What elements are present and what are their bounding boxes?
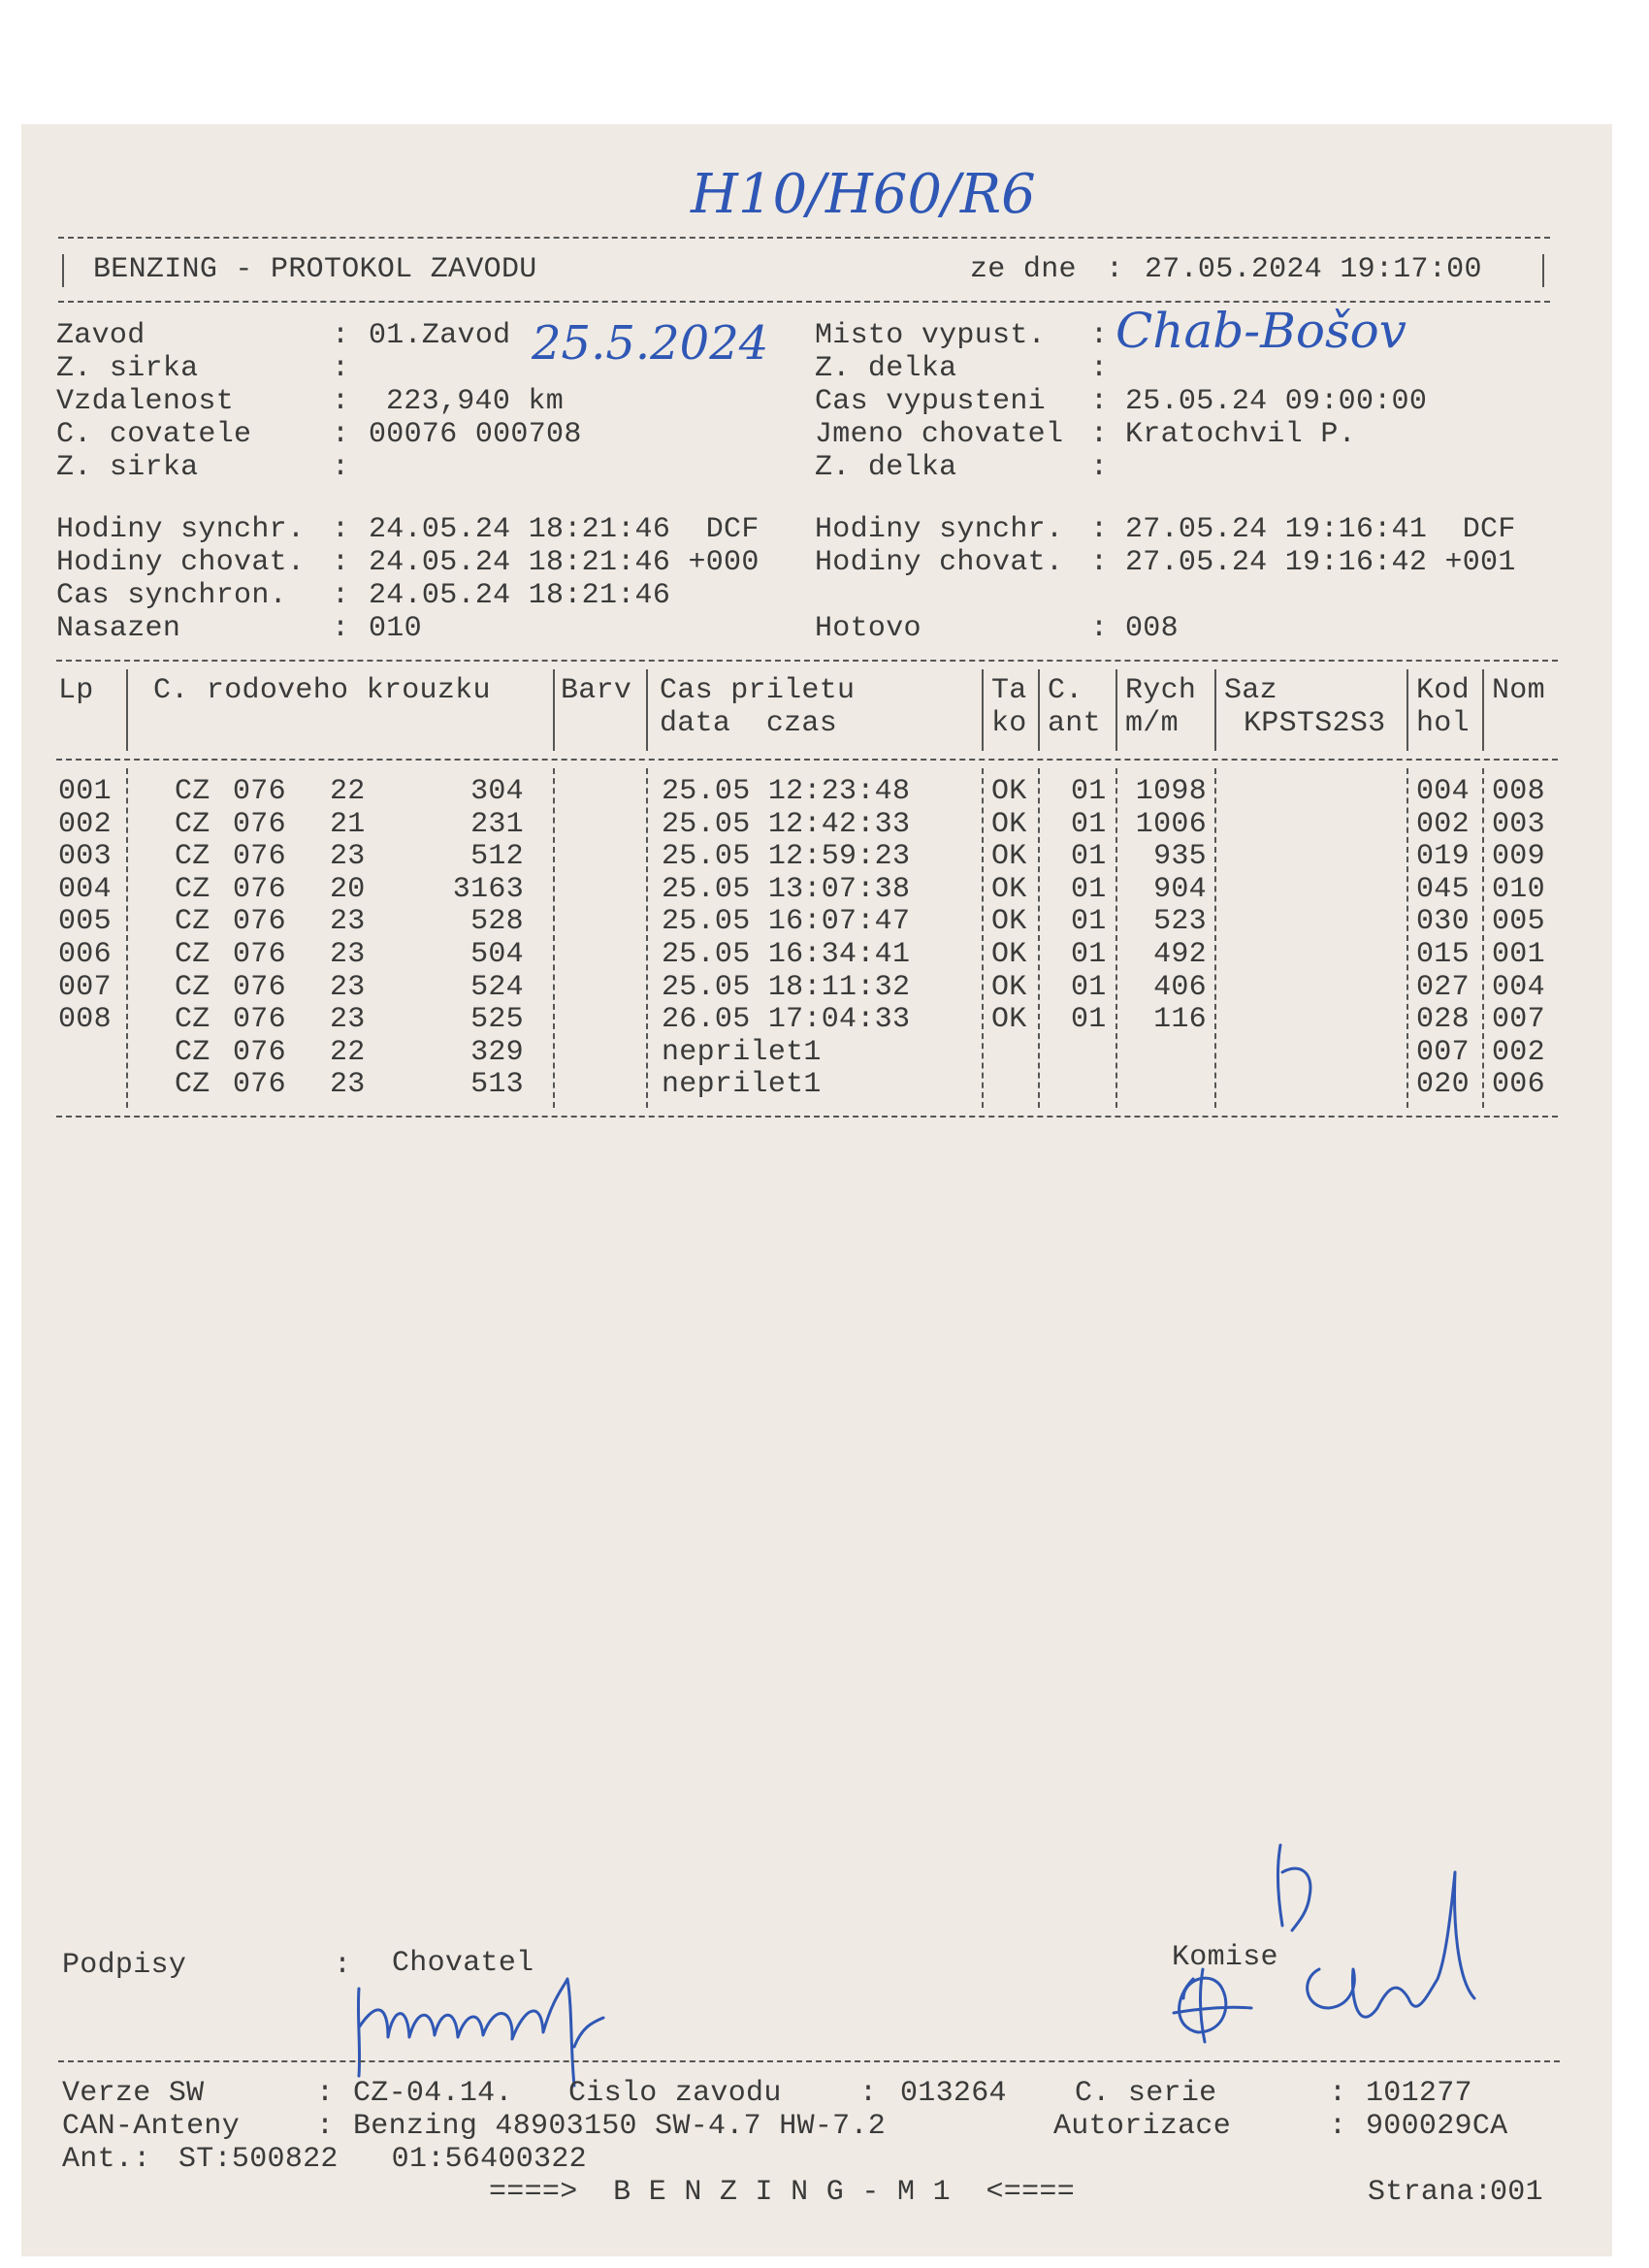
- col-header-kod-1: Kod: [1416, 674, 1470, 707]
- zdelka2-label: Z. delka: [815, 451, 957, 484]
- row-status: OK: [991, 905, 1027, 939]
- header-border-right: [1542, 254, 1544, 287]
- row-org-code: 076: [233, 970, 286, 1004]
- row-arrival-time: 25.05 16:34:41: [662, 938, 911, 971]
- zavod-value: 01.Zavod: [369, 319, 511, 352]
- colon: :: [1090, 385, 1109, 418]
- autorizace-label: Autorizace: [1053, 2110, 1232, 2143]
- ant-value: ST:500822 01:56400322: [178, 2143, 587, 2176]
- row-nom: 002: [1492, 1035, 1545, 1069]
- row-status: OK: [991, 807, 1027, 841]
- handwritten-code: H10/H60/R6: [691, 163, 1036, 226]
- row-status: OK: [991, 938, 1027, 971]
- row-nom: 003: [1492, 807, 1545, 841]
- row-country: CZ: [175, 1003, 210, 1037]
- colon: :: [1090, 451, 1109, 484]
- column-separator-body: [1038, 768, 1040, 1108]
- row-arrival-time: 25.05 12:59:23: [662, 840, 911, 874]
- vzdalenost-label: Vzdalenost: [56, 385, 235, 418]
- row-kod-hol: 007: [1416, 1035, 1470, 1069]
- hodiny-chovat-left-label: Hodiny chovat.: [56, 546, 306, 579]
- colon: :: [332, 579, 350, 612]
- zsirka2-label: Z. sirka: [56, 451, 199, 484]
- colon: :: [332, 451, 350, 484]
- jmeno-value: Kratochvil P.: [1125, 418, 1356, 451]
- table-rule-top: [56, 660, 1558, 662]
- row-nom: 009: [1492, 840, 1545, 874]
- zsirka-label: Z. sirka: [56, 352, 199, 385]
- row-org-code: 076: [233, 840, 286, 874]
- handwritten-release-place: Chab-Bošov: [1116, 303, 1407, 359]
- row-country: CZ: [175, 1068, 210, 1102]
- colon: :: [332, 612, 350, 645]
- covatele-value: 00076 000708: [369, 418, 582, 451]
- row-kod-hol: 019: [1416, 840, 1470, 874]
- row-ring-number: 3163: [452, 872, 524, 906]
- row-antenna: 01: [1071, 905, 1107, 939]
- row-arrival-time: neprilet1: [662, 1068, 822, 1102]
- row-speed: 1006: [1135, 807, 1207, 841]
- row-lp: 008: [58, 1003, 112, 1037]
- row-ring-number: 524: [470, 970, 524, 1004]
- hodiny-chovat-right-label: Hodiny chovat.: [815, 546, 1064, 579]
- row-ring-number: 512: [470, 840, 524, 874]
- row-ring-number: 504: [470, 938, 524, 971]
- colon: :: [1090, 352, 1109, 385]
- ant-label: Ant.:: [62, 2143, 151, 2176]
- date-label: ze dne: [970, 253, 1077, 286]
- row-kod-hol: 027: [1416, 970, 1470, 1004]
- column-separator-header: [126, 669, 128, 751]
- row-arrival-time: neprilet1: [662, 1035, 822, 1069]
- column-separator-header: [1116, 669, 1117, 751]
- row-antenna: 01: [1071, 872, 1107, 906]
- row-antenna: 01: [1071, 1003, 1107, 1037]
- misto-label: Misto vypust.: [815, 319, 1046, 352]
- cas-synchron-label: Cas synchron.: [56, 579, 287, 612]
- row-ring-number: 329: [470, 1035, 524, 1069]
- row-country: CZ: [175, 905, 210, 939]
- row-lp: 005: [58, 905, 112, 939]
- col-header-ring: C. rodoveho krouzku: [153, 674, 491, 707]
- row-arrival-time: 26.05 17:04:33: [662, 1003, 911, 1037]
- row-kod-hol: 015: [1416, 938, 1470, 971]
- row-antenna: 01: [1071, 807, 1107, 841]
- hodiny-synchr-right-value: 27.05.24 19:16:41 DCF: [1125, 513, 1516, 546]
- colon: :: [1090, 319, 1109, 352]
- cislo-value: 013264: [900, 2077, 1007, 2110]
- benzing-banner: ====> B E N Z I N G - M 1 <====: [489, 2176, 1075, 2209]
- row-arrival-time: 25.05 18:11:32: [662, 970, 911, 1004]
- strana-label: Strana:: [1368, 2176, 1493, 2209]
- table-rule-bottom: [56, 1116, 1558, 1118]
- row-org-code: 076: [233, 1035, 286, 1069]
- zavod-label: Zavod: [56, 319, 146, 352]
- column-separator-body: [1116, 768, 1117, 1108]
- table-rule-header: [56, 759, 1558, 761]
- column-separator-header: [1482, 669, 1484, 751]
- row-year: 23: [330, 1068, 366, 1102]
- autorizace-value: 900029CA: [1366, 2110, 1508, 2143]
- column-separator-body: [1214, 768, 1216, 1108]
- row-status: OK: [991, 1003, 1027, 1037]
- row-ring-number: 528: [470, 905, 524, 939]
- row-kod-hol: 045: [1416, 872, 1470, 906]
- col-header-cas-2: data czas: [660, 707, 838, 740]
- row-org-code: 076: [233, 1068, 286, 1102]
- row-year: 23: [330, 970, 366, 1004]
- serie-label: C. serie: [1075, 2077, 1217, 2110]
- row-nom: 008: [1492, 775, 1545, 808]
- col-header-tako-1: Ta: [991, 674, 1027, 707]
- row-nom: 005: [1492, 905, 1545, 939]
- colon: :: [332, 352, 350, 385]
- colon: :: [316, 2077, 335, 2110]
- row-speed: 116: [1153, 1003, 1207, 1037]
- colon: :: [332, 513, 350, 546]
- row-nom: 007: [1492, 1003, 1545, 1037]
- colon: :: [1329, 2110, 1347, 2143]
- hotovo-value: 008: [1125, 612, 1179, 645]
- colon: :: [332, 319, 350, 352]
- row-ring-number: 304: [470, 775, 524, 808]
- strana-value: 001: [1490, 2176, 1543, 2209]
- row-lp: 001: [58, 775, 112, 808]
- col-header-tako-2: ko: [991, 707, 1027, 740]
- row-country: CZ: [175, 938, 210, 971]
- komise-label: Komise: [1172, 1941, 1278, 1974]
- footer-separator: [58, 2060, 1560, 2062]
- row-arrival-time: 25.05 13:07:38: [662, 872, 911, 906]
- row-antenna: 01: [1071, 938, 1107, 971]
- hodiny-synchr-right-label: Hodiny synchr.: [815, 513, 1064, 546]
- colon: :: [859, 2077, 878, 2110]
- col-header-saz-1: Saz: [1224, 674, 1277, 707]
- column-separator-body: [553, 768, 555, 1108]
- colon: :: [332, 418, 350, 451]
- col-header-rych-1: Rych: [1125, 674, 1197, 707]
- row-nom: 004: [1492, 970, 1545, 1004]
- row-year: 23: [330, 938, 366, 971]
- colon: :: [1090, 546, 1109, 579]
- chovatel-label: Chovatel: [392, 1947, 534, 1980]
- cas-vypusteni-value: 25.05.24 09:00:00: [1125, 385, 1428, 418]
- row-speed: 904: [1153, 872, 1207, 906]
- row-org-code: 076: [233, 807, 286, 841]
- row-lp: 002: [58, 807, 112, 841]
- col-header-cant-2: ant: [1048, 707, 1101, 740]
- row-year: 23: [330, 840, 366, 874]
- row-kod-hol: 002: [1416, 807, 1470, 841]
- row-status: OK: [991, 970, 1027, 1004]
- column-separator-body: [982, 768, 984, 1108]
- column-separator-header: [553, 669, 555, 751]
- colon: :: [1090, 612, 1109, 645]
- row-lp: 004: [58, 872, 112, 906]
- colon: :: [1329, 2077, 1347, 2110]
- row-nom: 001: [1492, 938, 1545, 971]
- protocol-title: BENZING - PROTOKOL ZAVODU: [93, 253, 537, 286]
- row-speed: 935: [1153, 840, 1207, 874]
- row-kod-hol: 030: [1416, 905, 1470, 939]
- row-ring-number: 513: [470, 1068, 524, 1102]
- hodiny-chovat-left-value: 24.05.24 18:21:46 +000: [369, 546, 760, 579]
- row-status: OK: [991, 872, 1027, 906]
- vzdalenost-value: 223,940 km: [386, 385, 565, 418]
- row-country: CZ: [175, 1035, 210, 1069]
- column-separator-body: [1482, 768, 1484, 1108]
- row-year: 23: [330, 905, 366, 939]
- row-antenna: 01: [1071, 970, 1107, 1004]
- header-border-left: [62, 254, 64, 287]
- col-header-kod-2: hol: [1416, 707, 1470, 740]
- column-separator-body: [1406, 768, 1408, 1108]
- col-header-lp: Lp: [58, 674, 94, 707]
- column-separator-header: [982, 669, 984, 751]
- col-header-nom: Nom: [1492, 674, 1545, 707]
- hodiny-synchr-left-label: Hodiny synchr.: [56, 513, 306, 546]
- can-value: Benzing 48903150 SW-4.7 HW-7.2: [353, 2110, 887, 2143]
- colon: :: [1090, 513, 1109, 546]
- row-arrival-time: 25.05 12:42:33: [662, 807, 911, 841]
- row-nom: 006: [1492, 1068, 1545, 1102]
- colon: :: [332, 546, 350, 579]
- row-kod-hol: 004: [1416, 775, 1470, 808]
- row-antenna: 01: [1071, 840, 1107, 874]
- serie-value: 101277: [1366, 2077, 1472, 2110]
- column-separator-header: [1214, 669, 1216, 751]
- podpisy-label: Podpisy: [62, 1949, 187, 1982]
- row-lp: 007: [58, 970, 112, 1004]
- row-arrival-time: 25.05 16:07:47: [662, 905, 911, 939]
- nasazen-value: 010: [369, 612, 422, 645]
- commission-signature: [1154, 1833, 1523, 2047]
- header-border-top: [58, 237, 1550, 239]
- row-year: 21: [330, 807, 366, 841]
- row-lp: 003: [58, 840, 112, 874]
- row-year: 22: [330, 775, 366, 808]
- covatele-label: C. covatele: [56, 418, 252, 451]
- row-org-code: 076: [233, 775, 286, 808]
- jmeno-label: Jmeno chovatel: [815, 418, 1064, 451]
- row-year: 23: [330, 1003, 366, 1037]
- column-separator-body: [126, 768, 128, 1108]
- date-value: 27.05.2024 19:17:00: [1145, 253, 1482, 286]
- colon: :: [1090, 418, 1109, 451]
- row-nom: 010: [1492, 872, 1545, 906]
- column-separator-header: [1038, 669, 1040, 751]
- colon: :: [334, 1949, 352, 1982]
- col-header-saz-2: KPSTS2S3: [1244, 707, 1386, 740]
- row-speed: 492: [1153, 938, 1207, 971]
- col-header-cant-1: C.: [1048, 674, 1083, 707]
- column-separator-header: [646, 669, 648, 751]
- row-speed: 523: [1153, 905, 1207, 939]
- colon: :: [332, 385, 350, 418]
- colon: :: [316, 2110, 335, 2143]
- row-status: OK: [991, 775, 1027, 808]
- row-org-code: 076: [233, 872, 286, 906]
- can-label: CAN-Anteny: [62, 2110, 241, 2143]
- row-org-code: 076: [233, 1003, 286, 1037]
- cas-vypusteni-label: Cas vypusteni: [815, 385, 1046, 418]
- hodiny-chovat-right-value: 27.05.24 19:16:42 +001: [1125, 546, 1516, 579]
- row-speed: 1098: [1135, 775, 1207, 808]
- row-year: 22: [330, 1035, 366, 1069]
- row-kod-hol: 020: [1416, 1068, 1470, 1102]
- row-country: CZ: [175, 840, 210, 874]
- row-country: CZ: [175, 775, 210, 808]
- row-ring-number: 231: [470, 807, 524, 841]
- row-speed: 406: [1153, 970, 1207, 1004]
- col-header-barv: Barv: [561, 674, 632, 707]
- zdelka-label: Z. delka: [815, 352, 957, 385]
- cas-synchron-value: 24.05.24 18:21:46: [369, 579, 671, 612]
- header-border-bottom: [58, 301, 1550, 303]
- verze-value: CZ-04.14.: [353, 2077, 513, 2110]
- cislo-label: Cislo zavodu: [568, 2077, 782, 2110]
- row-kod-hol: 028: [1416, 1003, 1470, 1037]
- nasazen-label: Nasazen: [56, 612, 181, 645]
- row-org-code: 076: [233, 905, 286, 939]
- row-country: CZ: [175, 970, 210, 1004]
- row-country: CZ: [175, 807, 210, 841]
- row-country: CZ: [175, 872, 210, 906]
- row-ring-number: 525: [470, 1003, 524, 1037]
- verze-label: Verze SW: [62, 2077, 205, 2110]
- row-year: 20: [330, 872, 366, 906]
- row-antenna: 01: [1071, 775, 1107, 808]
- row-arrival-time: 25.05 12:23:48: [662, 775, 911, 808]
- col-header-cas-1: Cas priletu: [660, 674, 856, 707]
- column-separator-body: [646, 768, 648, 1108]
- handwritten-date: 25.5.2024: [532, 316, 769, 371]
- row-lp: 006: [58, 938, 112, 971]
- column-separator-header: [1406, 669, 1408, 751]
- hotovo-label: Hotovo: [815, 612, 922, 645]
- col-header-rych-2: m/m: [1125, 707, 1179, 740]
- hodiny-synchr-left-value: 24.05.24 18:21:46 DCF: [369, 513, 760, 546]
- row-status: OK: [991, 840, 1027, 874]
- row-org-code: 076: [233, 938, 286, 971]
- date-colon: :: [1106, 253, 1124, 286]
